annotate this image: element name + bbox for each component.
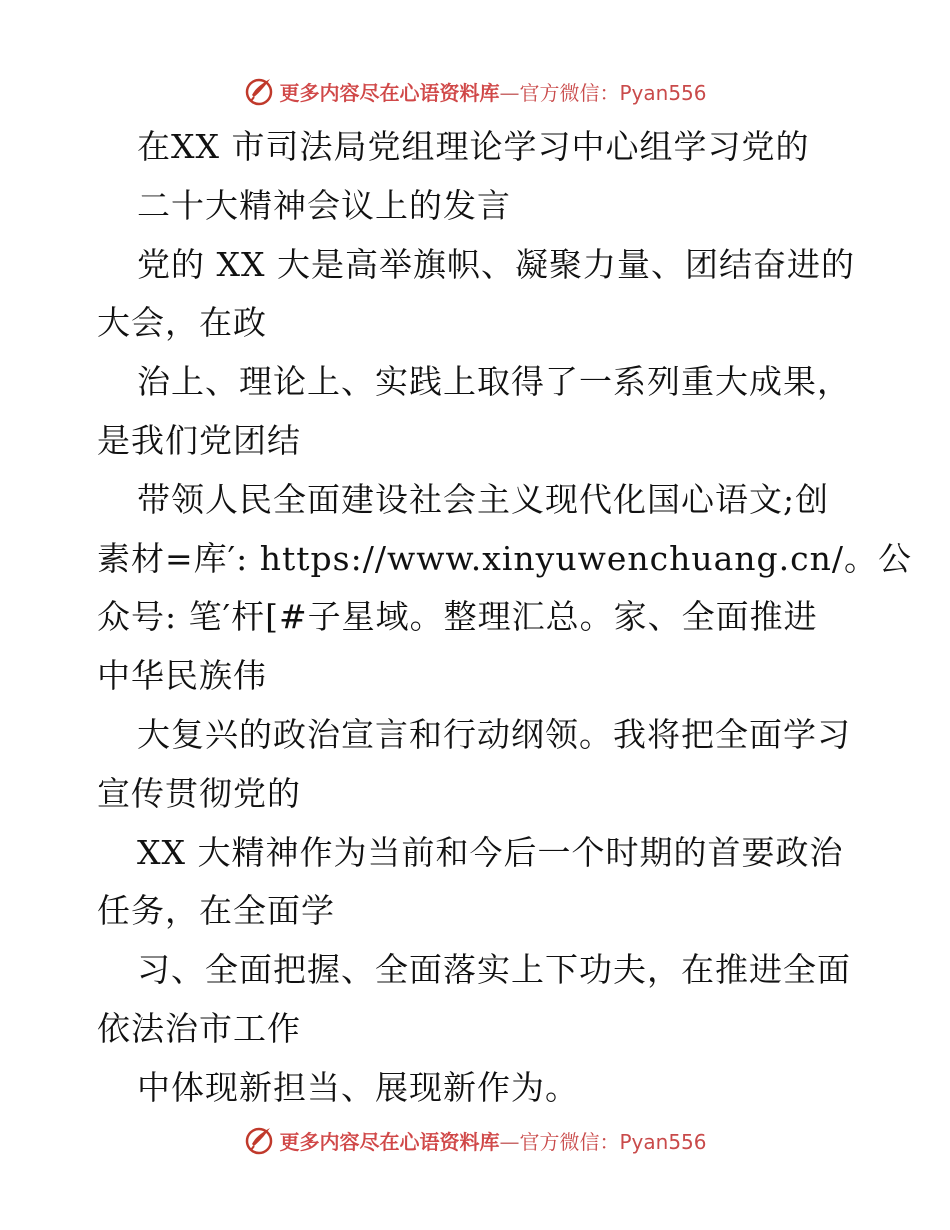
watermark-wechat-label: 官方微信： [519,1129,620,1154]
quill-logo-icon [243,1124,275,1156]
paragraph-line: 中体现新担当、展现新作为。 [137,1067,579,1107]
paragraph-line: 任务，在全面学 [97,891,335,931]
paragraph-line: 大会，在政 [97,303,267,343]
watermark-main: 更多内容尽在心语资料库 [279,1129,500,1154]
paragraph-line: 宣传贯彻党的 [97,773,301,813]
title-line-1: 在XX 市司法局党组理论学习中心组学习党的 [137,127,810,166]
quill-logo-icon [243,75,275,107]
watermark-wechat-label: 官方微信： [519,80,620,105]
watermark-separator: — [499,80,520,105]
paragraph-line: 中华民族伟 [97,656,267,696]
watermark-text [279,1126,706,1155]
watermark-wechat-id: Pyan556 [619,1129,707,1154]
paragraph-line: 众号: 笔′杆[#子星域。整理汇总。家、全面推进 [97,597,818,637]
paragraph-line: XX 大精神作为当前和今后一个时期的首要政治 [137,832,844,872]
document-body [97,118,912,1118]
footer-watermark [0,1120,950,1160]
watermark-separator: — [499,1129,520,1154]
paragraph-line: 大复兴的政治宣言和行动纲领。我将把全面学习 [137,714,851,754]
paragraph-line: 党的 XX 大是高举旗帜、凝聚力量、团结奋进的 [137,244,855,284]
paragraph-line: 依法治市工作 [97,1008,301,1048]
watermark-main: 更多内容尽在心语资料库 [279,80,500,105]
paragraph-line: 习、全面把握、全面落实上下功夫，在推进全面 [137,950,851,990]
header-watermark [0,71,950,111]
paragraph-line: 治上、理论上、实践上取得了一系列重大成果， [137,362,851,402]
paragraph-line: 素材=库′: https://www.xinyuwenchuang.cn/。公 [97,538,912,578]
watermark-text [279,77,706,106]
paragraph-line: 带领人民全面建设社会主义现代化国心语文;创 [137,479,830,519]
paragraph-line: 是我们党团结 [97,420,301,460]
watermark-wechat-id: Pyan556 [619,80,707,105]
title-line-2: 二十大精神会议上的发言 [137,185,511,225]
